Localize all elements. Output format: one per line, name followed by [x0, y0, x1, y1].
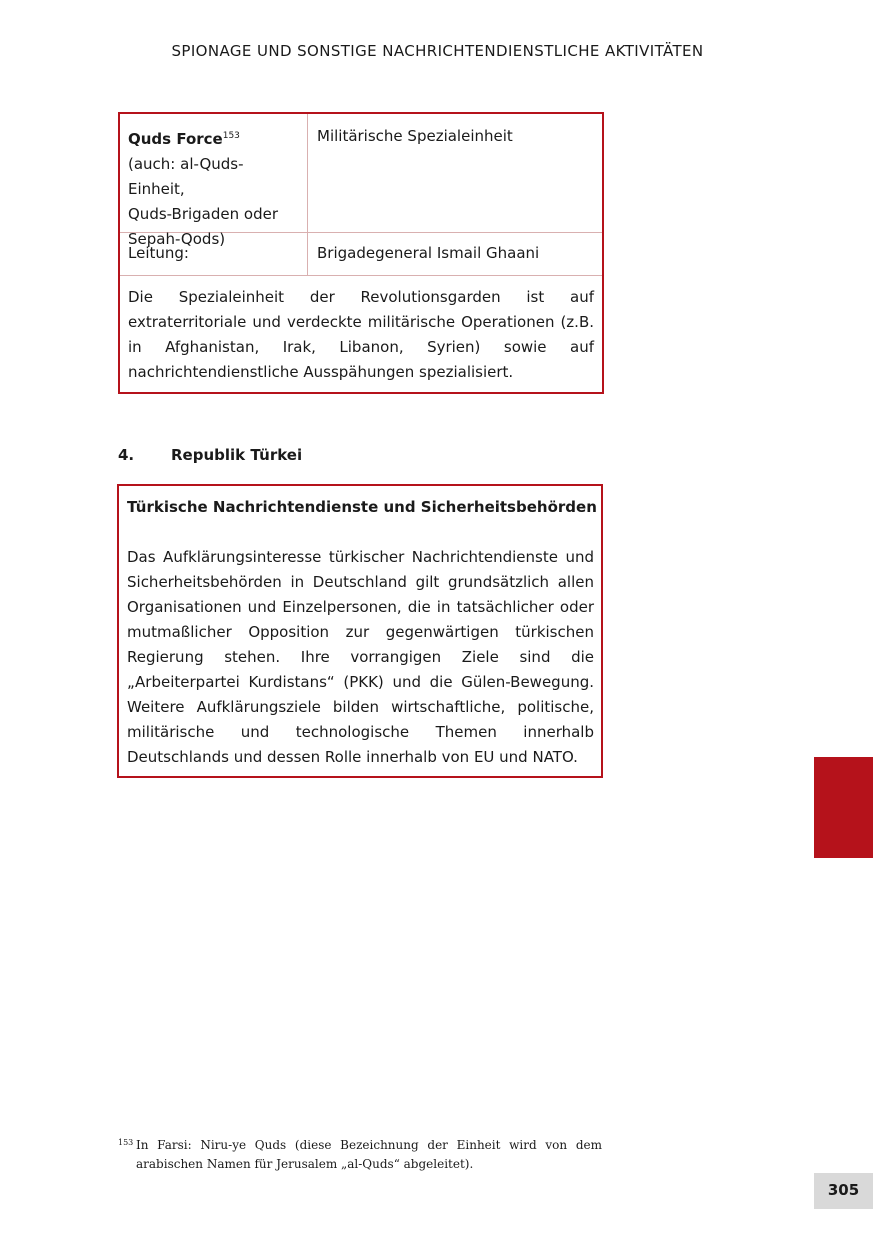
turkey-info-box	[117, 484, 603, 778]
footnote-text: In Farsi: Niru-ye Quds (diese Bezeichnung der Einheit wird von dem arabischen Namen für Jerusalem „al-Quds“ abgeleitet).	[136, 1138, 602, 1171]
quds-name: Quds Force	[128, 130, 223, 148]
chapter-tab-marker	[814, 757, 873, 858]
quds-name-cell	[120, 114, 308, 248]
leitung-label: Leitung:	[120, 232, 308, 275]
footnote-ref: 153	[222, 131, 240, 141]
section-title: Republik Türkei	[171, 446, 303, 464]
aka-line: Sepah-Qods)	[128, 230, 226, 248]
table-row	[120, 275, 602, 385]
turkey-box-body: Das Aufklärungsinteresse türkischer Nachrichtendienste und Sicherheitsbehörden in Deutschland gilt grundsätzlich allen Organisationen und Einzelpersonen, die in tatsächlicher oder mutmaßlicher Opposition zur gegenwärtigen türkischen Regierung stehen. Ihre vorrangigen Ziele sind die „Arbeiterpartei Kurdistans“ (PKK) und die Gülen-Bewegung. Weitere Aufklärungsziele bilden wirtschaftliche, politische, militärische und technologische Themen innerhalb Deutschlands und dessen Rolle innerhalb von EU und NATO.	[127, 548, 594, 766]
footnote-number: 153	[118, 1138, 134, 1147]
aka-line: (auch: al-Quds-Einheit,	[128, 155, 244, 198]
running-head: SPIONAGE UND SONSTIGE NACHRICHTENDIENSTLICHE AKTIVITÄTEN	[171, 42, 704, 60]
aka-line: Quds-Brigaden oder	[128, 205, 278, 223]
quds-type: Militärische Spezialeinheit	[317, 127, 513, 145]
quds-description: Die Spezialeinheit der Revolutionsgarden ist auf extraterritoriale und verdeckte militärische Operationen (z.B. in Afghanistan, Irak, Libanon, Syrien) sowie auf nachrichtendienstliche Ausspähungen spezialisiert.	[128, 288, 594, 381]
section-number: 4.	[118, 446, 135, 464]
footnote	[118, 1136, 602, 1174]
turkey-box-title: Türkische Nachrichtendienste und Sicherheitsbehörden	[127, 498, 597, 516]
table-row	[120, 232, 602, 276]
quds-force-table	[118, 112, 604, 394]
table-row	[120, 114, 602, 248]
leitung-value: Brigadegeneral Ismail Ghaani	[317, 244, 540, 262]
page-number-box	[814, 1173, 873, 1209]
page-number: 305	[827, 1181, 860, 1199]
